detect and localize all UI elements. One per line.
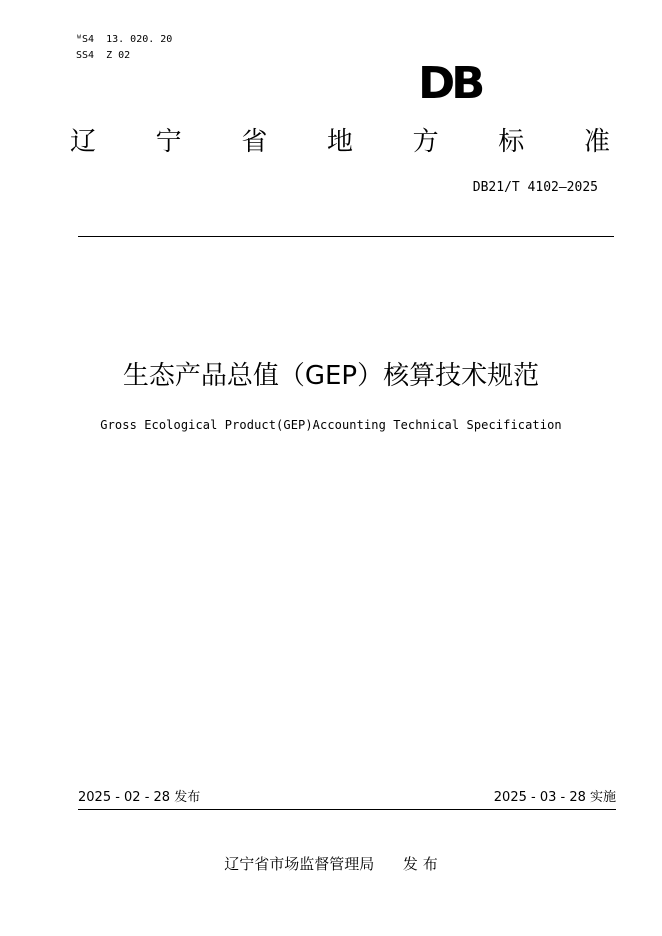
standard-type-char: 准 bbox=[583, 127, 610, 157]
publish-date: 2025 - 02 - 28 发布 bbox=[78, 790, 201, 805]
standard-type-char: 省 bbox=[241, 127, 268, 157]
document-title-english: Gross Ecological Product(GEP)Accounting Technical Specification bbox=[100, 418, 562, 432]
issue-word: 发 布 bbox=[402, 855, 438, 873]
issuer-line bbox=[0, 853, 662, 875]
classification-codes bbox=[76, 32, 172, 64]
ics-code: ᵂS4 13. 020. 20 bbox=[76, 34, 173, 45]
db-logo: DB bbox=[418, 58, 482, 109]
standard-type-char: 宁 bbox=[155, 127, 182, 157]
top-divider bbox=[78, 236, 614, 237]
ccs-code: SS4 Z 02 bbox=[76, 50, 131, 61]
bottom-divider bbox=[78, 809, 616, 810]
standard-type-title bbox=[70, 124, 610, 160]
standard-type-char: 标 bbox=[498, 127, 525, 157]
standard-code: DB21/T 4102—2025 bbox=[472, 180, 598, 195]
document-title: 生态产品总值（GEP）核算技术规范 bbox=[122, 361, 540, 391]
issuer-name: 辽宁省市场监督管理局 bbox=[224, 855, 375, 873]
standard-type-char: 辽 bbox=[70, 127, 97, 157]
standard-type-char: 地 bbox=[326, 127, 353, 157]
implement-date: 2025 - 03 - 28 实施 bbox=[493, 790, 616, 805]
standard-type-char: 方 bbox=[412, 127, 439, 157]
